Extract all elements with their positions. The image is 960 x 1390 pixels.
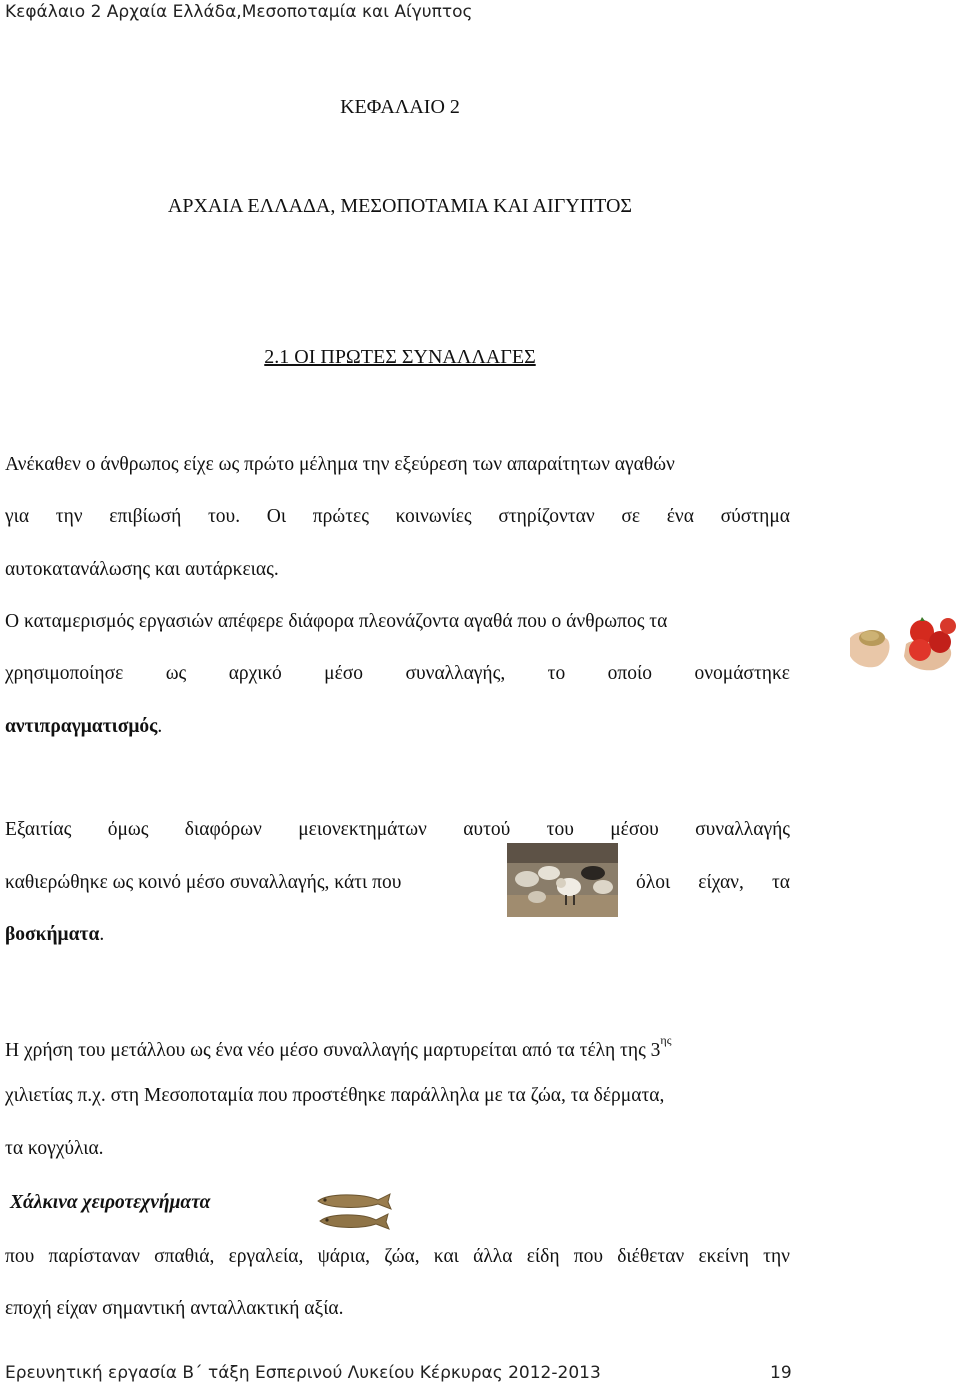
superscript-ordinal: ης: [660, 1033, 672, 1047]
chapter-title: ΑΡΧΑΙΑ ΕΛΛΑΔΑ, ΜΕΣΟΠΟΤΑΜΙΑ ΚΑΙ ΑΙΓΥΠΤΟΣ: [167, 195, 633, 217]
hands-exchange-image: [848, 608, 960, 674]
bronze-crafts-heading: Χάλκινα χειροτεχνήματα: [10, 1192, 211, 1213]
para1-line2: για την επιβίωσή του. Οι πρώτες κοινωνίες στηρίζονταν σε ένα σύστημα: [5, 506, 790, 527]
para4-line1: Η χρήση του μετάλλου ως ένα νέο μέσο συναλλαγής μαρτυρείται από τα τέλη της $3^{\eta\varsigma}$: [5, 1033, 672, 1061]
chapter-label: ΚΕΦΑΛΑΙΟ 2: [340, 96, 460, 118]
para4-line3: τα κογχύλια.: [5, 1138, 104, 1159]
para3-line2b: όλοι είχαν, τα: [636, 872, 790, 893]
para5-line1: που παρίσταναν σπαθιά, εργαλεία, ψάρια, ζώα, και άλλα είδη που διέθεταν εκείνη την: [5, 1246, 790, 1267]
term-barter: αντιπραγματισμός: [5, 716, 158, 737]
para2-line3: αντιπραγματισμός.: [5, 716, 163, 737]
para4-line2: χιλιετίας π.χ. στη Μεσοποταμία που προστέθηκε παράλληλα με τα ζώα, τα δέρματα,: [5, 1085, 665, 1106]
sheep-image: [507, 843, 618, 917]
para1-line1: Ανέκαθεν ο άνθρωπος είχε ως πρώτο μέλημα την εξεύρεση των απαραίτητων αγαθών: [5, 454, 675, 475]
para3-line3: βοσκήματα.: [5, 924, 105, 945]
para2-line2: χρησιμοποίησε ως αρχικό μέσο συναλλαγής, το οποίο ονομάστηκε: [5, 663, 790, 684]
para3-line2a: καθιερώθηκε ως κοινό μέσο συναλλαγής, κάτι που: [5, 872, 402, 893]
para5-line2: εποχή είχαν σημαντική ανταλλακτική αξία.: [5, 1298, 344, 1319]
section-title: 2.1 ΟΙ ΠΡΩΤΕΣ ΣΥΝΑΛΛΑΓΕΣ: [264, 346, 536, 368]
term-livestock: βοσκήματα: [5, 924, 100, 945]
para2-line1: Ο καταμερισμός εργασιών απέφερε διάφορα πλεονάζοντα αγαθά που ο άνθρωπος τα: [5, 611, 668, 632]
page-footer: Ερευνητική εργασία Β΄ τάξη Εσπερινού Λυκείου Κέρκυρας 2012-2013: [5, 1363, 601, 1383]
para1-line3: αυτοκατανάλωσης και αυτάρκειας.: [5, 559, 279, 580]
para3-line1: Εξαιτίας όμως διαφόρων μειονεκτημάτων αυτού του μέσου συναλλαγής: [5, 819, 790, 840]
page-header: Κεφάλαιο 2 Αρχαία Ελλάδα,Μεσοποταμία και Αίγυπτος: [5, 2, 473, 22]
bronze-fish-image: [314, 1190, 394, 1232]
page-number: 19: [770, 1363, 792, 1383]
